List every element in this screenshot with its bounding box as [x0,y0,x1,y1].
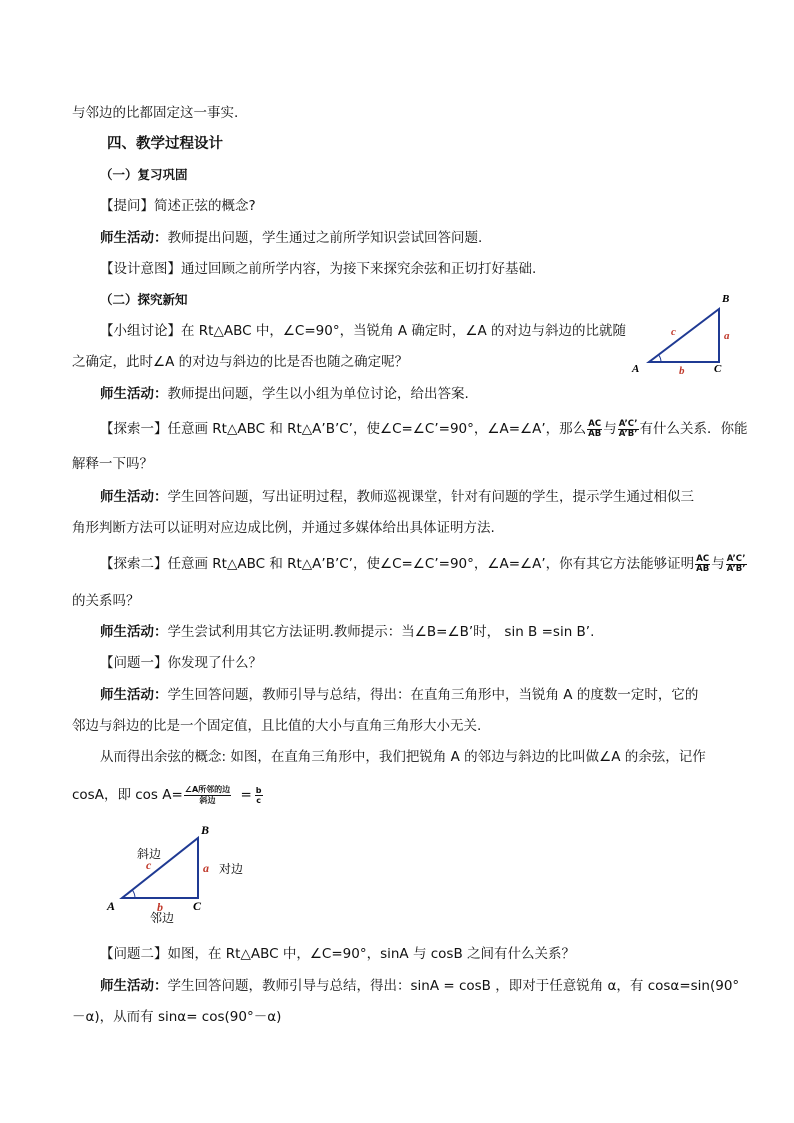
vertex-label-a: A [632,363,640,375]
text: 学生回答问题，写出证明过程，教师巡视课堂，针对有问题的学生，提示学生通过相似三 [167,489,694,505]
subsection-heading: （二）探究新知 [100,292,188,307]
text: 【探索一】任意画 Rt△ABC 和 Rt△A’B’C’，使∠C=∠C’=90°，∠A=∠A’，那么 [100,421,587,437]
side-label-c: c [146,858,152,872]
text: 简述正弦的概念? [154,198,256,214]
subsection-heading: （一）复习巩固 [100,167,188,182]
label: 【提问】 [100,198,154,214]
conjunction: 与 [711,556,725,572]
text-line: －α)，从而有 sinα= cos(90°－α) [72,1009,282,1025]
activity-paragraph [100,488,694,506]
vertex-label-b: B [722,293,730,305]
numerator: AC [696,553,710,564]
denominator: AB [588,428,602,439]
text: 学生尝试利用其它方法证明.教师提示：当∠B=∠B’时， sin B =sin B’. [167,624,595,640]
text-line: 的关系吗？ [72,593,140,609]
intent-paragraph [100,260,536,278]
equals: = [236,787,252,803]
cosine-formula [72,782,264,808]
vertex-label-b: B [201,823,210,837]
side-label-b: b [679,365,685,377]
denominator: A’B’ [726,563,746,574]
text-line: 【小组讨论】在 Rt△ABC 中，∠C=90°，当锐角 A 确定时，∠A 的对边与斜边的比就随 [100,323,627,339]
cosine-definition: 从而得出余弦的概念: 如图，在直角三角形中，我们把锐角 A 的邻边与斜边的比叫做∠A 的余弦，记作 [100,749,706,765]
denominator: AB [696,563,710,574]
activity-label: 师生活动： [100,687,168,703]
side-label-b: b [157,900,163,914]
side-label-a: a [724,330,730,342]
section-heading: 四、教学过程设计 [107,136,223,152]
activity-label: 师生活动： [100,489,168,505]
adjacent-label: 邻边 [150,911,175,925]
fraction-apcp-apbp [618,420,639,439]
denominator: A’B’ [618,428,638,439]
numerator: A’C’ [726,553,746,564]
text: 教师提出问题，学生通过之前所学知识尝试回答问题. [167,230,483,246]
text-line: 角形判断方法可以证明对应边成比例，并通过多媒体给出具体证明方法. [72,520,495,536]
text: 学生回答问题，教师引导与总结，得出：在直角三角形中，当锐角 A 的度数一定时，它的 [167,687,699,703]
opposite-label: 对边 [219,862,244,876]
hypotenuse-label: 斜边 [137,847,162,861]
vertex-label-c: C [714,363,722,375]
explore-one-paragraph [100,418,748,440]
denominator: 斜边 [199,795,216,805]
side-label-c: c [671,326,676,338]
fraction-ac-ab [695,555,710,574]
triangle-figure-1 [628,290,738,380]
label: 【设计意图】 [100,261,181,277]
triangle-figure-2 [100,818,260,928]
activity-label: 师生活动： [100,978,168,994]
text: cosA，即 cos A= [72,787,183,803]
denominator: c [256,795,262,805]
fraction-apcp-apbp [726,555,747,574]
text-line: 与邻边的比都固定这一事实. [72,105,239,121]
problem-one: 【问题一】你发现了什么？ [100,655,262,671]
fraction-ac-ab [587,420,602,439]
activity-label: 师生活动： [100,230,168,246]
vertex-label-a: A [107,899,116,913]
activity-label: 师生活动： [100,624,168,640]
text: 通过回顾之前所学内容，为接下来探究余弦和正切打好基础. [181,261,537,277]
activity-label: 师生活动： [100,386,168,402]
activity-paragraph [100,385,469,403]
text: 教师提出问题，学生以小组为单位讨论，给出答案. [167,386,469,402]
activity-paragraph [100,977,739,995]
explore-two-paragraph [100,553,748,575]
numerator: A’C’ [618,418,638,429]
numerator: b [255,785,262,795]
question-paragraph [100,197,256,215]
numerator: ∠A所邻的边 [184,784,231,794]
activity-paragraph [100,623,594,641]
side-label-a: a [203,861,209,875]
vertex-label-c: C [193,899,202,913]
text: 有什么关系．你能 [639,421,748,437]
fraction-b-c [255,786,263,805]
conjunction: 与 [603,421,617,437]
problem-two: 【问题二】如图，在 Rt△ABC 中，∠C=90°，sinA 与 cosB 之间有什么关系？ [100,946,576,962]
numerator: AC [588,418,602,429]
activity-paragraph [100,229,482,247]
fraction-adjacent-hypotenuse [184,785,231,806]
text-line: 解释一下吗？ [72,456,153,472]
activity-paragraph [100,686,698,704]
text: 【探索二】任意画 Rt△ABC 和 Rt△A’B’C’，使∠C=∠C’=90°，∠A=∠A’，你有其它方法能够证明 [100,556,695,572]
text: 学生回答问题，教师引导与总结，得出：sinA = cosB ，即对于任意锐角 α，有 cosα=sin(90° [167,978,740,994]
text-line: 之确定，此时∠A 的对边与斜边的比是否也随之确定呢？ [72,354,409,370]
text-line: 邻边与斜边的比是一个固定值，且比值的大小与直角三角形大小无关. [72,718,482,734]
